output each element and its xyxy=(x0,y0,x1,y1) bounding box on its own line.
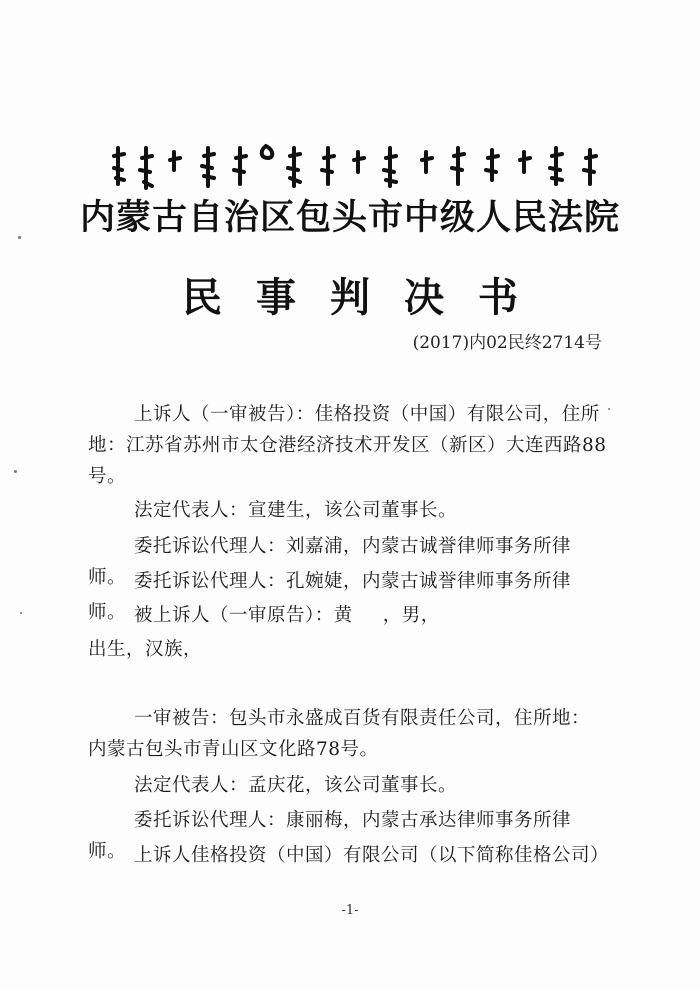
appellee-gender: ，男， xyxy=(382,605,440,626)
scan-speck xyxy=(20,612,22,614)
scan-speck xyxy=(18,236,21,239)
appellant-legal-rep: 法定代表人：宣建生，该公司董事长。 xyxy=(134,500,458,521)
page-number: -1- xyxy=(341,903,359,918)
scan-speck xyxy=(14,470,17,473)
appellee-birth: 出生，汉族， xyxy=(88,639,203,660)
appellee-paragraph xyxy=(88,600,608,665)
first-defendant-paragraph: 一审被告：包头市永盛成百货有限责任公司，住所地：内蒙古包头市青山区文化路78号。 xyxy=(88,708,591,760)
appellee-prefix: 被上诉人（一审原告）：黄 xyxy=(134,605,353,626)
closing-line: 上诉人佳格投资（中国）有限公司（以下简称佳格公司） xyxy=(134,845,610,866)
document-title: 民事判决书 xyxy=(182,274,552,321)
first-defendant-agent: 委托诉讼代理人：康丽梅，内蒙古承达律师事务所律师。 xyxy=(88,810,572,862)
mongolian-script-icon xyxy=(108,140,608,192)
court-name-heading: 内蒙古自治区包头市中级人民法院 xyxy=(79,197,620,238)
case-number: (2017)内02民终2714号 xyxy=(412,333,602,353)
appellant-agent-1: 委托诉讼代理人：刘嘉浦，内蒙古诚誉律师事务所律师。 xyxy=(88,536,572,588)
appellant-agent-2: 委托诉讼代理人：孔婉婕，内蒙古诚誉律师事务所律师。 xyxy=(88,571,572,623)
appellant-paragraph: 上诉人（一审被告）：佳格投资（中国）有限公司，住所地：江苏省苏州市太仓港经济技术开发区（新区）大连西路88号。 xyxy=(88,404,607,487)
first-defendant-legal-rep: 法定代表人：孟庆花，该公司董事长。 xyxy=(134,775,458,796)
scan-speck xyxy=(608,408,610,410)
